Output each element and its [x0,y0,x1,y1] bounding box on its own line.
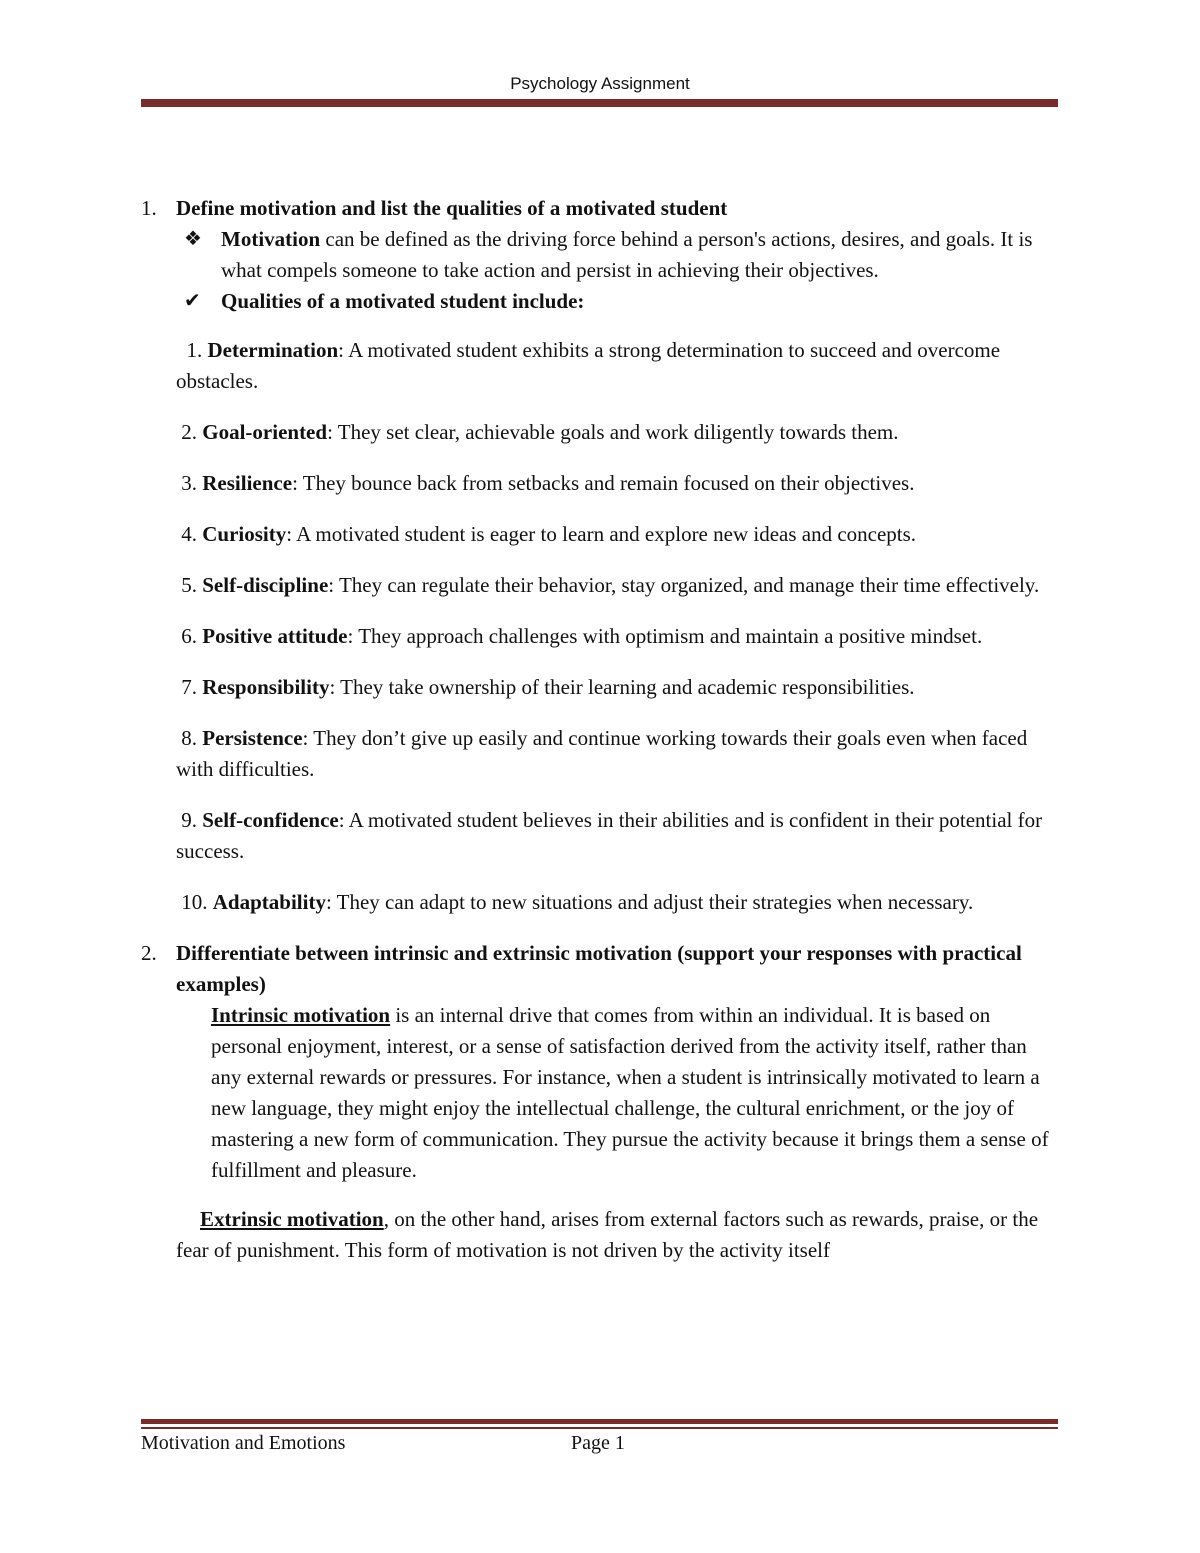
footer-title: Motivation and Emotions [141,1432,346,1454]
list-item-text: : They approach challenges with optimism and maintain a positive mindset. [347,624,983,648]
list-item-number: 1. [186,338,203,362]
list-item-term: Self-confidence [202,808,339,832]
list-item-text: : A motivated student is eager to learn and explore new ideas and concepts. [286,522,917,546]
list-item [176,335,1058,397]
list-item-number: 8. [181,726,197,750]
list-item-number: 3. [181,471,197,495]
list-item-term: Determination [207,338,339,362]
list-item-number: 5. [181,573,197,597]
list-item-text: : They can adapt to new situations and adjust their strategies when necessary. [325,890,974,914]
footer-rule [141,1419,1058,1424]
list-item [176,723,1058,785]
list-item-text: : They bounce back from setbacks and remain focused on their objectives. [292,471,915,495]
extrinsic-term: Extrinsic motivation [200,1207,384,1231]
list-item [176,887,1058,918]
list-item-number: 6. [181,624,197,648]
qualities-heading [141,286,1058,317]
list-item-term: Curiosity [202,522,287,546]
list-item [176,672,1058,703]
question-2 [141,938,1058,1000]
list-item-text: : They don’t give up easily and continue working towards their goals even when faced with difficulties. [176,726,1028,781]
question-1 [141,193,1058,224]
list-item [176,570,1058,601]
list-item [176,468,1058,499]
list-item-term: Adaptability [212,890,326,914]
intrinsic-text: is an internal drive that comes from within an individual. It is based on personal enjoyment, interest, or a sense of satisfaction derived from the activity itself, rather than any external rewards or pressures. For instance, when a student is intrinsically motivated to learn a new language, they might enjoy the intellectual challenge, the cultural enrichment, or the joy of mastering a new form of communication. They pursue the activity because it brings them a sense of fulfillment and pleasure. [211,1003,1049,1182]
list-item [176,417,1058,448]
qualities-list [141,335,1058,918]
list-item-term: Goal-oriented [202,420,328,444]
list-item-number: 2. [181,420,197,444]
list-item-text: : They take ownership of their learning and academic responsibilities. [329,675,915,699]
extrinsic-paragraph [141,1204,1058,1266]
list-item-text: : A motivated student believes in their abilities and is confident in their potential for success. [176,808,1043,863]
diamond-bullet-icon: ❖ [184,228,202,250]
list-item-term: Resilience [202,471,293,495]
footer-rule-thin [141,1427,1058,1429]
extrinsic-text: , on the other hand, arises from external factors such as rewards, praise, or the fear of punishment. This form of motivation is not driven by the activity itself [176,1207,1039,1262]
list-item-number: 10. [181,890,208,914]
definition-text: can be defined as the driving force behind a person's actions, desires, and goals. It is what compels someone to take action and persist in achieving their objectives. [221,227,1033,282]
list-item-term: Persistence [202,726,303,750]
list-item-term: Self-discipline [202,573,329,597]
list-item [176,621,1058,652]
list-item-number: 7. [181,675,197,699]
list-item-text: : A motivated student exhibits a strong determination to succeed and overcome obstacles. [176,338,1001,393]
list-item-number: 9. [181,808,197,832]
list-item-term: Responsibility [202,675,330,699]
document-body [141,193,1058,1266]
list-item [176,519,1058,550]
intrinsic-paragraph [141,1000,1058,1186]
intrinsic-term: Intrinsic motivation [211,1003,391,1027]
header-rule [141,99,1058,107]
qualities-heading-text: Qualities of a motivated student include: [221,289,585,313]
question-title: Define motivation and list the qualities of a motivated student [176,196,728,220]
list-item [176,805,1058,867]
list-item-text: : They set clear, achievable goals and work diligently towards them. [327,420,899,444]
question-number: 2. [141,941,157,965]
list-item-number: 4. [181,522,197,546]
question-title: Differentiate between intrinsic and extrinsic motivation (support your responses with practical examples) [176,941,1022,996]
page-number: Page 1 [571,1432,625,1454]
definition-bullet [141,224,1058,286]
checkmark-icon: ✔ [184,290,201,312]
list-item-text: : They can regulate their behavior, stay organized, and manage their time effectively. [328,573,1040,597]
definition-term: Motivation [221,227,321,251]
list-item-term: Positive attitude [202,624,348,648]
page-header-title: Psychology Assignment [510,74,690,93]
question-number: 1. [141,196,157,220]
